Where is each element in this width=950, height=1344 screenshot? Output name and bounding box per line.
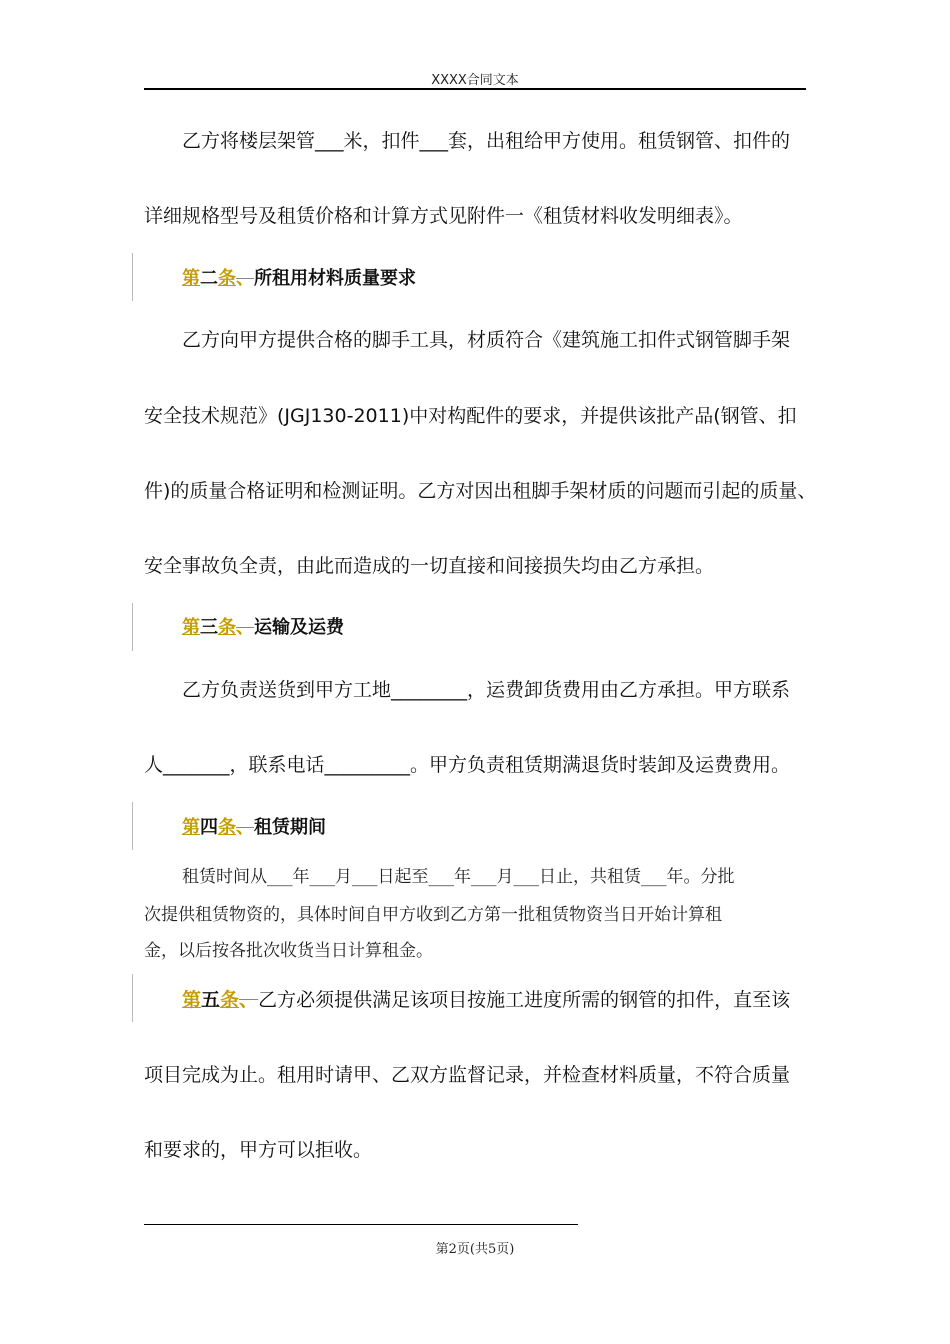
paragraph-2-line-3: 件)的质量合格证明和检测证明。乙方对因出租脚手架材质的问题而引起的质量、 bbox=[144, 480, 817, 502]
heading-separator: 、 bbox=[236, 617, 254, 638]
heading-number: 五 bbox=[201, 989, 221, 1011]
heading-suffix: 条 bbox=[218, 617, 236, 638]
header-divider bbox=[144, 88, 806, 90]
revision-bar bbox=[132, 603, 133, 651]
revision-bar bbox=[132, 253, 133, 301]
revision-bar bbox=[132, 802, 133, 850]
paragraph-4-line-3: 金，以后按各批次收货当日计算租金。 bbox=[144, 941, 433, 961]
paragraph-3-line-1: 乙方负责送货到甲方工地________，运费卸货费用由乙方承担。甲方联系 bbox=[182, 679, 791, 701]
paragraph-2-line-4: 安全事故负全责，由此而造成的一切直接和间接损失均由乙方承担。 bbox=[144, 555, 715, 577]
page-header-title: XXXX合同文本 bbox=[431, 73, 519, 88]
heading-title: 所租用材料质量要求 bbox=[254, 268, 416, 289]
paragraph-1-line-2: 详细规格型号及租赁价格和计算方式见附件一《租赁材料收发明细表》。 bbox=[144, 205, 743, 227]
paragraph-2-line-2: 安全技术规范》(JGJ130-2011)中对构配件的要求，并提供该批产品(钢管、扣 bbox=[144, 405, 797, 427]
section-3-heading bbox=[182, 616, 862, 640]
heading-prefix: 第 bbox=[182, 617, 200, 638]
paragraph-5-line-2: 项目完成为止。租用时请甲、乙双方监督记录，并检查材料质量，不符合质量 bbox=[144, 1064, 791, 1086]
heading-number: 四 bbox=[200, 817, 218, 838]
heading-title: 租赁期间 bbox=[254, 817, 326, 838]
heading-prefix: 第 bbox=[182, 268, 200, 289]
heading-body-text: 乙方必须提供满足该项目按施工进度所需的钢管的扣件，直至该 bbox=[258, 989, 791, 1011]
heading-separator: 、 bbox=[239, 989, 259, 1011]
heading-separator: 、 bbox=[236, 268, 254, 289]
paragraph-4-line-2: 次提供租赁物资的，具体时间自甲方收到乙方第一批租赁物资当日开始计算租 bbox=[144, 905, 722, 925]
heading-suffix: 条 bbox=[218, 268, 236, 289]
heading-prefix: 第 bbox=[182, 817, 200, 838]
paragraph-2-line-1: 乙方向甲方提供合格的脚手工具，材质符合《建筑施工扣件式钢管脚手架 bbox=[182, 329, 791, 351]
section-2-heading bbox=[182, 267, 862, 291]
page-number: 第2页(共5页) bbox=[435, 1242, 515, 1257]
heading-prefix: 第 bbox=[182, 989, 202, 1011]
section-5-heading bbox=[182, 988, 862, 1012]
paragraph-1-line-1: 乙方将楼层架管___米，扣件___套，出租给甲方使用。租赁钢管、扣件的 bbox=[182, 130, 791, 152]
section-4-heading bbox=[182, 816, 862, 840]
footer-divider bbox=[144, 1224, 578, 1225]
paragraph-3-line-2: 人_______，联系电话_________。甲方负责租赁期满退货时装卸及运费费用。 bbox=[144, 754, 791, 776]
heading-number: 三 bbox=[200, 617, 218, 638]
heading-title: 运输及运费 bbox=[254, 617, 344, 638]
paragraph-5-line-3: 和要求的，甲方可以拒收。 bbox=[144, 1139, 373, 1161]
heading-suffix: 条 bbox=[218, 817, 236, 838]
revision-bar bbox=[132, 974, 133, 1022]
heading-number: 二 bbox=[200, 268, 218, 289]
paragraph-4-line-1: 租赁时间从___年___月___日起至___年___月___日止，共租赁___年。分批 bbox=[182, 867, 735, 887]
heading-suffix: 条 bbox=[220, 989, 240, 1011]
heading-separator: 、 bbox=[236, 817, 254, 838]
